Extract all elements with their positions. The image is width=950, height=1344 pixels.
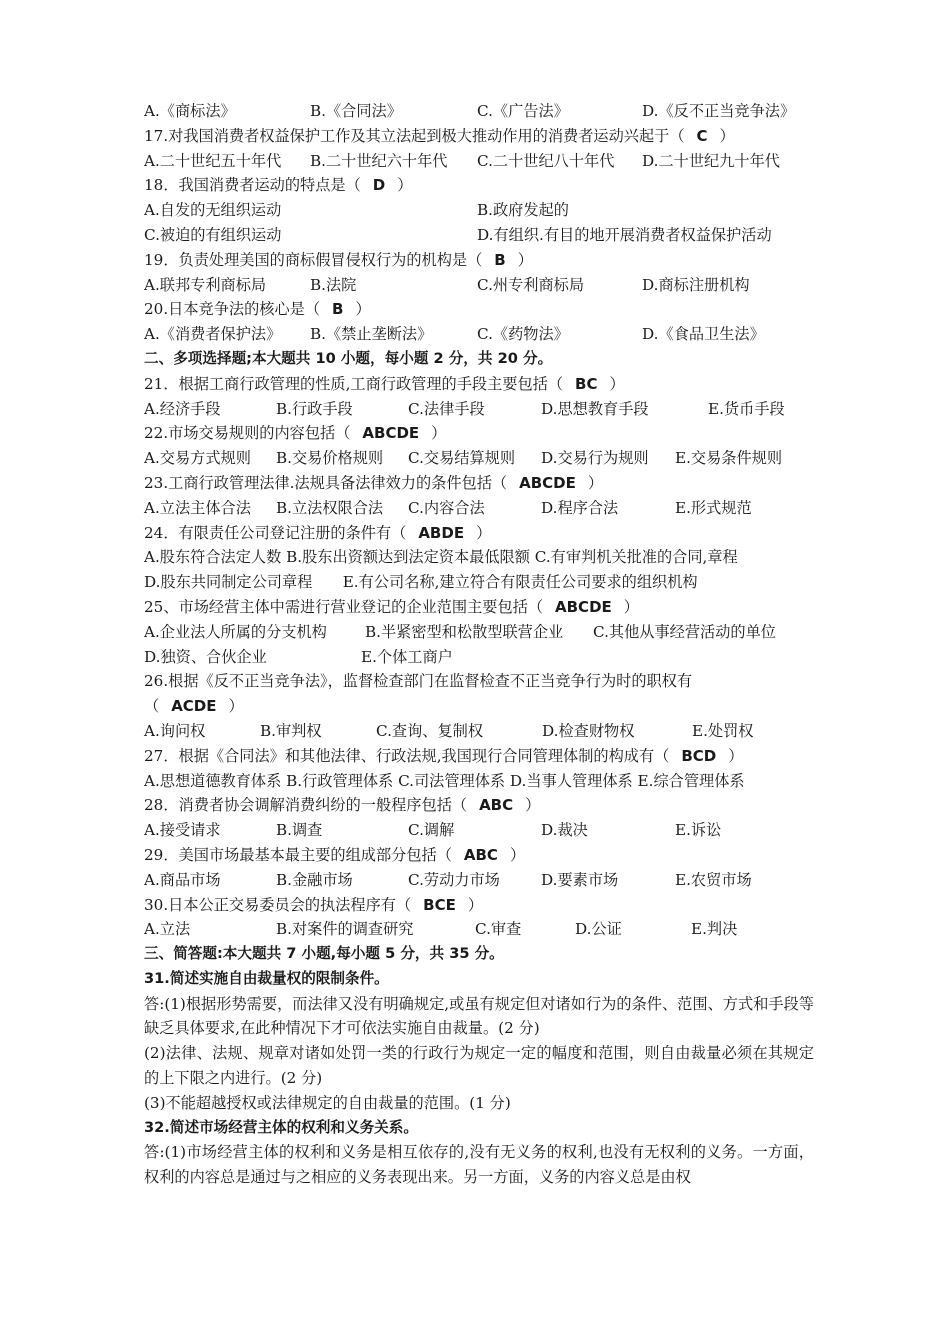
- q29-option-e: E.农贸市场: [675, 870, 752, 889]
- q27-answer: BCD: [681, 746, 717, 765]
- q28-option-c: C.调解: [408, 821, 455, 840]
- q28-option-a: A.接受请求: [144, 821, 221, 840]
- q30-answer: BCE: [423, 895, 456, 914]
- q21-option-b: B.行政手段: [276, 399, 353, 418]
- q17-answer: C: [696, 126, 708, 145]
- q26-answer: ACDE: [171, 697, 217, 716]
- q26-option-a: A.询问权: [144, 721, 206, 740]
- exam-page: [144, 99, 814, 1190]
- q30-option-a: A.立法: [144, 920, 191, 939]
- q29-option-b: B.金融市场: [276, 870, 353, 889]
- q28-option-b: B.调查: [276, 821, 323, 840]
- q28-answer: ABC: [479, 796, 514, 815]
- q26-option-c: C.查询、复制权: [376, 721, 484, 740]
- q26-option-b: B.审判权: [260, 721, 322, 740]
- q19-option-a: A.联邦专利商标局: [144, 275, 267, 294]
- q30-option-e: E.判决: [691, 920, 738, 939]
- q18-option-a: A.自发的无组织运动: [144, 201, 282, 220]
- q22-stem: 22.市场交易规则的内容包括（ ABCDE ）: [144, 424, 447, 443]
- q23-answer: ABCDE: [519, 473, 576, 492]
- q30-option-b: B.对案件的调查研究: [276, 920, 414, 939]
- q17-stem: 17.对我国消费者权益保护工作及其立法起到极大推动作用的消费者运动兴起于（ C ）: [144, 126, 735, 145]
- q20-options: [144, 322, 814, 347]
- q27-options: A.思想道德教育体系 B.行政管理体系 C.司法管理体系 D.当事人管理体系 E.综合管理体系: [144, 771, 745, 790]
- q25-options-row2: [144, 645, 814, 670]
- q18-options-row1: [144, 198, 814, 223]
- q21-stem: 21．根据工商行政管理的性质,工商行政管理的手段主要包括（ BC ）: [144, 374, 625, 393]
- q31-answer-part1: 答:(1)根据形势需要，而法律又没有明确规定,或虽有规定但对诸如行为的条件、范围、方式和手段等缺乏具体要求,在此种情况下才可依法实施自由裁量。(2 分): [144, 994, 814, 1038]
- q20-option-b: B.《禁止垄断法》: [310, 325, 433, 344]
- q25-option-c: C.其他从事经营活动的单位: [593, 622, 776, 641]
- q16-option-d: D.《反不正当竞争法》: [642, 102, 796, 120]
- q29-option-d: D.要素市场: [541, 870, 619, 889]
- q16-option-b: B.《合同法》: [310, 102, 402, 120]
- q17-option-b: B.二十世纪六十年代: [310, 151, 448, 170]
- q26-stem: 26.根据《反不正当竞争法》，监督检查部门在监督检查不正当竞争行为时的职权有: [144, 672, 693, 691]
- q20-option-d: D.《食品卫生法》: [642, 325, 765, 344]
- q17-option-a: A.二十世纪五十年代: [144, 151, 282, 170]
- q23-option-c: C.内容合法: [408, 498, 485, 517]
- q29-answer: ABC: [463, 845, 498, 864]
- q23-stem: 23.工商行政管理法律.法规具备法律效力的条件包括（ ABCDE ）: [144, 473, 604, 492]
- q24-answer: ABDE: [418, 523, 465, 542]
- q16-options: [144, 99, 814, 124]
- q19-option-c: C.州专利商标局: [477, 275, 585, 294]
- q31-title: 31.简述实施自由裁量权的限制条件。: [144, 969, 389, 987]
- q31-answer-part3: (3)不能超越授权或法律规定的自由裁量的范围。(1 分): [144, 1093, 511, 1112]
- q18-stem: 18．我国消费者运动的特点是（ D ）: [144, 176, 413, 195]
- q24-stem: 24．有限责任公司登记注册的条件有（ ABDE ）: [144, 523, 492, 542]
- q25-option-d: D.独资、合伙企业: [144, 647, 267, 666]
- q27-stem: 27．根据《合同法》和其他法律、行政法规,我国现行合同管理体制的构成有（ BCD ）: [144, 746, 744, 765]
- section-2-heading: 二、多项选择题;本大题共 10 小题，每小题 2 分，共 20 分。: [144, 349, 553, 367]
- q18-option-d: D.有组织.有目的地开展消费者权益保护活动: [477, 225, 772, 244]
- q19-answer: B: [494, 250, 506, 269]
- q21-answer: BC: [575, 374, 598, 393]
- q23-option-e: E.形式规范: [675, 498, 752, 517]
- q25-answer: ABCDE: [555, 597, 612, 616]
- q23-option-d: D.程序合法: [541, 498, 619, 517]
- q28-option-d: D.裁决: [541, 821, 588, 840]
- q22-option-c: C.交易结算规则: [408, 449, 516, 468]
- q16-option-c: C.《广告法》: [477, 102, 569, 120]
- q17-option-c: C.二十世纪八十年代: [477, 151, 615, 170]
- q20-option-a: A.《消费者保护法》: [144, 325, 282, 344]
- q24-options-row1: A.股东符合法定人数 B.股东出资额达到法定资本最低限额 C.有审判机关批准的合同,章程: [144, 548, 738, 567]
- section-3-heading: 三、简答题:本大题共 7 小题,每小题 5 分，共 35 分。: [144, 945, 504, 963]
- q24-options-row2: D.股东共同制定公司章程 E.有公司名称,建立符合有限责任公司要求的组织机构: [144, 573, 698, 592]
- q29-option-c: C.劳动力市场: [408, 870, 500, 889]
- q25-option-a: A.企业法人所属的分支机构: [144, 622, 327, 641]
- q25-options-row1: [144, 620, 814, 645]
- q32-title: 32.简述市场经营主体的权利和义务关系。: [144, 1118, 418, 1136]
- q30-options: [144, 917, 814, 942]
- q19-option-d: D.商标注册机构: [642, 275, 750, 294]
- q17-option-d: D.二十世纪九十年代: [642, 151, 780, 170]
- q18-answer: D: [372, 176, 386, 195]
- q29-stem: 29．美国市场最基本最主要的组成部分包括（ ABC ）: [144, 845, 526, 864]
- q22-options: [144, 446, 814, 471]
- q22-option-b: B.交易价格规则: [276, 449, 384, 468]
- q26-option-e: E.处罚权: [692, 721, 754, 740]
- q31-answer-part2: (2)法律、法规、规章对诸如处罚一类的行政行为规定一定的幅度和范围，则自由裁量必须在其规定的上下限之内进行。(2 分): [144, 1044, 814, 1088]
- q22-option-a: A.交易方式规则: [144, 449, 251, 468]
- q28-options: [144, 818, 814, 843]
- q28-option-e: E.诉讼: [675, 821, 722, 840]
- q16-option-a: A.《商标法》: [144, 102, 236, 120]
- q21-option-e: E.货币手段: [708, 399, 785, 418]
- q30-option-c: C.审查: [475, 920, 522, 939]
- q20-stem: 20.日本竞争法的核心是（ B ）: [144, 300, 371, 319]
- q29-options: [144, 868, 814, 893]
- q19-option-b: B.法院: [310, 275, 357, 294]
- q26-option-d: D.检查财物权: [542, 721, 635, 740]
- q22-option-d: D.交易行为规则: [541, 449, 649, 468]
- q19-stem: 19．负责处理美国的商标假冒侵权行为的机构是（ B ）: [144, 250, 533, 269]
- q18-options-row2: [144, 223, 814, 248]
- q22-option-e: E.交易条件规则: [675, 449, 783, 468]
- q20-option-c: C.《药物法》: [477, 325, 569, 344]
- q21-option-d: D.思想教育手段: [541, 399, 649, 418]
- q23-option-a: A.立法主体合法: [144, 498, 251, 517]
- q26-options: [144, 719, 814, 744]
- q23-options: [144, 496, 814, 521]
- q23-option-b: B.立法权限合法: [276, 498, 384, 517]
- q21-option-a: A.经济手段: [144, 399, 221, 418]
- q21-options: [144, 397, 814, 422]
- q30-option-d: D.公证: [575, 920, 622, 939]
- q18-option-b: B.政府发起的: [477, 201, 569, 220]
- q29-option-a: A.商品市场: [144, 870, 221, 889]
- q30-stem: 30.日本公正交易委员会的执法程序有（ BCE ）: [144, 895, 484, 914]
- q21-option-c: C.法律手段: [408, 399, 485, 418]
- q18-option-c: C.被迫的有组织运动: [144, 225, 282, 244]
- q17-options: [144, 149, 814, 174]
- q25-stem: 25、市场经营主体中需进行营业登记的企业范围主要包括（ ABCDE ）: [144, 597, 639, 616]
- q26-answer-line: （ ACDE ）: [144, 697, 244, 716]
- q25-option-e: E.个体工商户: [361, 647, 453, 666]
- q20-answer: B: [332, 300, 344, 319]
- q25-option-b: B.半紧密型和松散型联营企业: [365, 622, 564, 641]
- q19-options: [144, 273, 814, 298]
- q32-answer-part1: 答:(1)市场经营主体的权利和义务是相互依存的,没有无义务的权利,也没有无权利的义务。一方面，权利的内容总是通过与之相应的义务表现出来。另一方面，义务的内容义总是由权: [144, 1143, 814, 1187]
- q28-stem: 28．消费者协会调解消费纠纷的一般程序包括（ ABC ）: [144, 796, 541, 815]
- q22-answer: ABCDE: [362, 424, 420, 443]
